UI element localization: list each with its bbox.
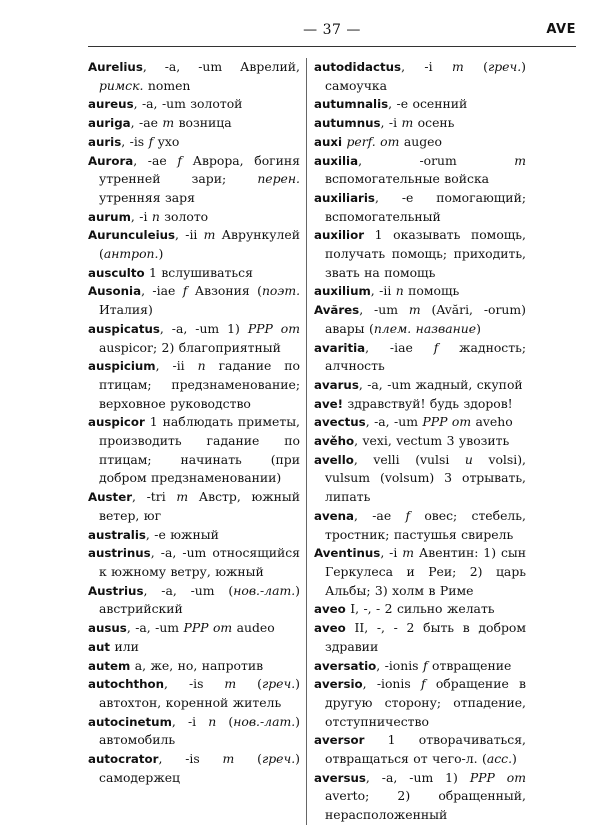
dictionary-entry xyxy=(88,58,300,95)
entry-headword: auxiliaris xyxy=(314,190,375,205)
entry-label-italic: римск. xyxy=(99,77,144,93)
entry-text: , -a, -um жадный, скупой xyxy=(358,376,523,392)
entry-label-italic: m xyxy=(514,152,526,168)
dictionary-entry xyxy=(314,58,526,95)
entry-text: Авзония ( xyxy=(187,283,262,299)
dictionary-entry xyxy=(88,675,300,712)
entry-text: овес; стебель, тростник; пастушья свирель xyxy=(325,507,526,542)
entry-text: а, же, но, напротив xyxy=(130,657,264,673)
entry-label-italic: m xyxy=(402,545,414,561)
entry-headword: australis xyxy=(88,527,146,542)
entry-headword: avarus xyxy=(314,377,359,392)
dictionary-entry xyxy=(314,395,526,414)
entry-text: помощь xyxy=(403,283,460,299)
dictionary-entry xyxy=(88,750,300,787)
entry-label-italic: PPP от xyxy=(183,620,233,636)
entry-label-italic: PPP от xyxy=(469,769,526,785)
entry-label-italic: m xyxy=(408,302,421,318)
entry-text: , -a, -um 1) xyxy=(365,769,470,785)
entry-label-italic: m xyxy=(401,115,414,131)
entry-headword: Auster xyxy=(88,490,133,505)
entry-text: 1 наблюдать приметы, производить гадание по птицам; начинать (при добром предзнаменовании) xyxy=(99,414,300,486)
entry-text: ( xyxy=(234,751,262,767)
entry-text: Авентин: 1) сын Геркулеса и Реи; 2) царь Альбы; 3) холм в Риме xyxy=(325,545,526,598)
entry-label-italic: f xyxy=(405,507,411,523)
entry-text: , -i xyxy=(401,59,452,74)
dictionary-entry xyxy=(314,282,526,301)
dictionary-entry xyxy=(88,264,300,283)
dictionary-entry xyxy=(88,544,300,581)
entry-headword: auxilium xyxy=(314,284,371,299)
entry-headword: avaritia xyxy=(314,340,366,355)
dictionary-entry xyxy=(314,95,526,114)
entry-text: , -ii xyxy=(175,227,204,243)
entry-label-italic: f xyxy=(422,657,428,673)
entry-headword: avectus xyxy=(314,415,366,430)
entry-text: ) австрийский xyxy=(99,582,300,617)
entry-text: ) xyxy=(512,751,517,767)
entry-text: гадание по птицам; предзнаменование; верховное руководство xyxy=(99,358,300,411)
entry-label-italic: и xyxy=(464,451,473,467)
entry-label-italic: n xyxy=(151,208,160,224)
entry-headword: autodidactus xyxy=(314,60,402,74)
dictionary-entry xyxy=(88,657,300,676)
entry-text: , -a, -um ( xyxy=(143,582,234,598)
entry-text: , -a, -um золотой xyxy=(133,96,243,112)
dictionary-entry xyxy=(314,731,526,768)
entry-text: , -a, -um xyxy=(365,414,423,430)
entry-text: augeo xyxy=(399,133,442,149)
entry-text: , -ionis xyxy=(362,676,421,692)
entry-label-italic: поэт. xyxy=(261,283,301,299)
header-rule xyxy=(88,46,576,47)
entry-text: Италия) xyxy=(99,302,153,318)
dictionary-entry xyxy=(314,376,526,395)
entry-text: , -i xyxy=(130,208,152,224)
entry-label-italic: f xyxy=(433,339,439,355)
dictionary-entry xyxy=(314,600,526,619)
entry-text: , -ii xyxy=(370,283,396,299)
entry-text: ) автохтон, коренной житель xyxy=(99,676,300,710)
dictionary-entry xyxy=(88,95,300,114)
dictionary-entry xyxy=(88,638,300,657)
entry-text: 1 отворачиваться, отвращаться от чего-л. ( xyxy=(325,732,526,767)
dictionary-entry xyxy=(88,619,300,638)
entry-text: Аврункулей ( xyxy=(99,227,300,262)
entry-text: ) xyxy=(158,246,164,262)
entry-headword: aveo xyxy=(314,602,346,617)
entry-text: aveho xyxy=(471,414,513,430)
entry-text: auspicor; 2) благоприятный xyxy=(99,339,281,355)
entry-label-italic: PPP от xyxy=(422,414,472,430)
entry-text: обращение в другую сторону; отпадение, отступничество xyxy=(325,676,527,729)
dictionary-entry xyxy=(314,769,526,825)
entry-text: , -e южный xyxy=(145,526,219,542)
entry-headword: Austrius xyxy=(88,583,144,598)
entry-text: , -e помогающий; вспомогательный xyxy=(325,189,526,224)
columns xyxy=(88,58,576,825)
dictionary-entry xyxy=(88,282,300,319)
page-number: — 37 — xyxy=(303,22,361,38)
entry-headword: autumnus xyxy=(314,116,381,131)
entry-label-italic: плем. название xyxy=(373,320,477,336)
entry-headword: avello xyxy=(314,452,354,467)
entry-headword: aureus xyxy=(88,97,134,112)
entry-text: или xyxy=(110,638,139,654)
entry-label-italic: perf. от xyxy=(346,133,400,149)
entry-text: , -is xyxy=(158,751,223,767)
dictionary-entry xyxy=(314,413,526,432)
entry-text: , -i xyxy=(380,115,402,131)
entry-headword: Aurunculeius xyxy=(88,228,176,243)
entry-headword: Aventinus xyxy=(314,546,381,561)
right-column xyxy=(307,58,526,825)
entry-text: возница xyxy=(174,115,232,131)
entry-text: ( xyxy=(463,59,488,74)
entry-label-italic: греч. xyxy=(261,751,296,767)
entry-label-italic: f xyxy=(148,133,154,149)
entry-text: , -tri xyxy=(132,489,177,505)
left-column xyxy=(88,58,307,825)
dictionary-entry xyxy=(314,152,526,189)
entry-headword: aveo xyxy=(314,621,346,636)
dictionary-entry xyxy=(314,619,526,656)
entry-label-italic: антроп. xyxy=(103,246,159,262)
entry-headword: Aurelius xyxy=(88,60,143,74)
entry-label-italic: нов.-лат. xyxy=(233,582,296,598)
entry-label-italic: n xyxy=(197,358,206,374)
entry-headword: ausculto xyxy=(88,265,145,280)
entry-headword: Avăres xyxy=(314,303,360,318)
dictionary-entry xyxy=(88,114,300,133)
entry-headword: avena xyxy=(314,508,355,523)
entry-text: ) самоучка xyxy=(325,59,526,93)
entry-headword: auris xyxy=(88,134,122,149)
entry-label-italic: f xyxy=(182,283,188,299)
entry-headword: ave! xyxy=(314,396,344,411)
entry-text: ) xyxy=(476,320,481,336)
running-head: AVE xyxy=(546,22,576,37)
entry-text: жадность; алчность xyxy=(325,339,526,374)
entry-label-italic: m xyxy=(203,227,216,243)
entry-text: , -orum xyxy=(358,152,515,168)
dictionary-entry xyxy=(88,413,300,488)
entry-headword: autocrator xyxy=(88,752,159,767)
entry-headword: autochthon xyxy=(88,677,165,692)
entry-text: II, -, - 2 быть в добром здравии xyxy=(325,620,526,654)
entry-text: , -ae xyxy=(133,152,178,168)
entry-headword: aurum xyxy=(88,209,131,224)
dictionary-entry xyxy=(88,208,300,227)
entry-label-italic: f xyxy=(177,152,182,168)
entry-label-italic: acc. xyxy=(486,751,513,767)
entry-label-italic: n xyxy=(208,713,217,729)
entry-label-italic: m xyxy=(224,676,237,692)
entry-headword: auxi xyxy=(314,134,343,149)
entry-headword: aversus xyxy=(314,770,366,785)
entry-label-italic: греч. xyxy=(487,59,522,74)
entry-label-italic: n xyxy=(395,283,404,299)
entry-text: ( xyxy=(216,713,234,729)
entry-text: ( xyxy=(236,676,262,692)
entry-headword: auxilior xyxy=(314,228,365,243)
entry-headword: autocinetum xyxy=(88,714,172,729)
entry-text: ) самодержец xyxy=(99,751,300,785)
entry-label-italic: m xyxy=(162,115,175,131)
entry-headword: aversor xyxy=(314,733,365,748)
dictionary-entry xyxy=(314,432,526,451)
entry-label-italic: перен. xyxy=(257,171,300,187)
entry-text: , -i xyxy=(380,545,403,561)
dictionary-entry xyxy=(314,133,526,152)
entry-headword: aversio xyxy=(314,677,363,692)
entry-headword: aversatio xyxy=(314,658,377,673)
entry-text: отвращение xyxy=(427,657,512,673)
dictionary-entry xyxy=(314,339,526,376)
entry-text: nomen xyxy=(143,77,191,93)
dictionary-entry xyxy=(88,152,300,208)
entry-text: здравствуй! будь здоров! xyxy=(343,395,513,411)
entry-text: утренняя заря xyxy=(99,189,195,205)
entry-headword: austrinus xyxy=(88,546,151,561)
entry-label-italic: нов.-лат. xyxy=(233,713,296,729)
entry-headword: autem xyxy=(88,658,131,673)
entry-text: , -is xyxy=(164,676,225,692)
entry-text: ) автомобиль xyxy=(99,713,300,748)
entry-headword: avěho xyxy=(314,434,355,449)
dictionary-entry xyxy=(314,675,526,731)
dictionary-entry xyxy=(88,582,300,619)
dictionary-entry xyxy=(314,189,526,226)
dictionary-entry xyxy=(88,526,300,545)
entry-text: , -ionis xyxy=(376,657,423,673)
entry-text: averto; 2) обращенный, нерасположенный xyxy=(325,788,526,823)
entry-text: , -ae xyxy=(354,507,406,523)
entry-label-italic: m xyxy=(451,59,464,74)
entry-text: , -um xyxy=(359,302,409,318)
dictionary-entry xyxy=(314,451,526,507)
entry-text: volsi), vulsum (volsum) 3 отрывать, липать xyxy=(325,451,526,505)
entry-text: (Avări, -orum) авары ( xyxy=(325,302,526,336)
entry-headword: auspicatus xyxy=(88,321,160,336)
entry-text: audeo xyxy=(232,620,275,636)
entry-text: золото xyxy=(159,208,209,224)
entry-text: , -e осенний xyxy=(388,96,468,112)
page-header xyxy=(88,22,576,50)
entry-text: , velli (vulsi xyxy=(353,451,465,467)
entry-text: ухо xyxy=(153,133,180,149)
entry-text: , -i xyxy=(171,713,209,729)
entry-text: 1 оказывать помощь, получать помощь; приходить, звать на помощь xyxy=(325,227,526,280)
entry-text: , -a, -um относящийся к южному ветру, южный xyxy=(99,545,300,579)
entry-headword: auspicor xyxy=(88,415,145,430)
entry-label-italic: PPP от xyxy=(247,320,300,336)
dictionary-entry xyxy=(88,357,300,413)
entry-text: , -a, -um xyxy=(126,620,184,636)
dictionary-entry xyxy=(314,226,526,282)
dictionary-entry xyxy=(314,301,526,338)
dictionary-entry xyxy=(314,657,526,676)
entry-label-italic: f xyxy=(421,676,426,692)
entry-text: , -a, -um 1) xyxy=(159,320,248,336)
entry-label-italic: греч. xyxy=(261,676,296,692)
entry-text: 1 вслушиваться xyxy=(144,264,253,280)
entry-headword: auspicium xyxy=(88,359,156,374)
entry-headword: auxilia xyxy=(314,153,359,168)
entry-text: , -iae xyxy=(365,339,434,355)
entry-label-italic: m xyxy=(222,751,235,767)
entry-headword: auriga xyxy=(88,116,131,131)
entry-headword: Aurora xyxy=(88,153,134,168)
dictionary-entry xyxy=(88,133,300,152)
entry-text: , -ae xyxy=(130,115,163,131)
dictionary-entry xyxy=(88,713,300,750)
entry-headword: ausus xyxy=(88,621,127,636)
entry-text: , -a, -um Аврелий, xyxy=(142,59,300,74)
entry-text: осень xyxy=(413,115,455,131)
dictionary-entry xyxy=(314,544,526,600)
dictionary-entry xyxy=(88,488,300,525)
dictionary-entry xyxy=(88,226,300,263)
dictionary-entry xyxy=(314,507,526,544)
entry-text: Аврора, богиня утренней зари; xyxy=(99,152,300,187)
entry-text: , -is xyxy=(121,133,149,149)
entry-headword: autumnalis xyxy=(314,97,389,112)
entry-text: , -ii xyxy=(155,358,198,374)
entry-text: I, -, - 2 сильно желать xyxy=(345,601,495,617)
dictionary-entry xyxy=(314,114,526,133)
entry-label-italic: m xyxy=(176,489,189,505)
dictionary-entry xyxy=(88,320,300,357)
entry-text: вспомогательные войска xyxy=(325,171,490,187)
entry-text: Австр, южный ветер, юг xyxy=(99,489,301,523)
entry-headword: Ausonia xyxy=(88,284,142,299)
entry-text: , -iae xyxy=(141,283,183,299)
entry-text: , vexi, vectum 3 увозить xyxy=(354,433,510,449)
entry-headword: aut xyxy=(88,639,110,654)
